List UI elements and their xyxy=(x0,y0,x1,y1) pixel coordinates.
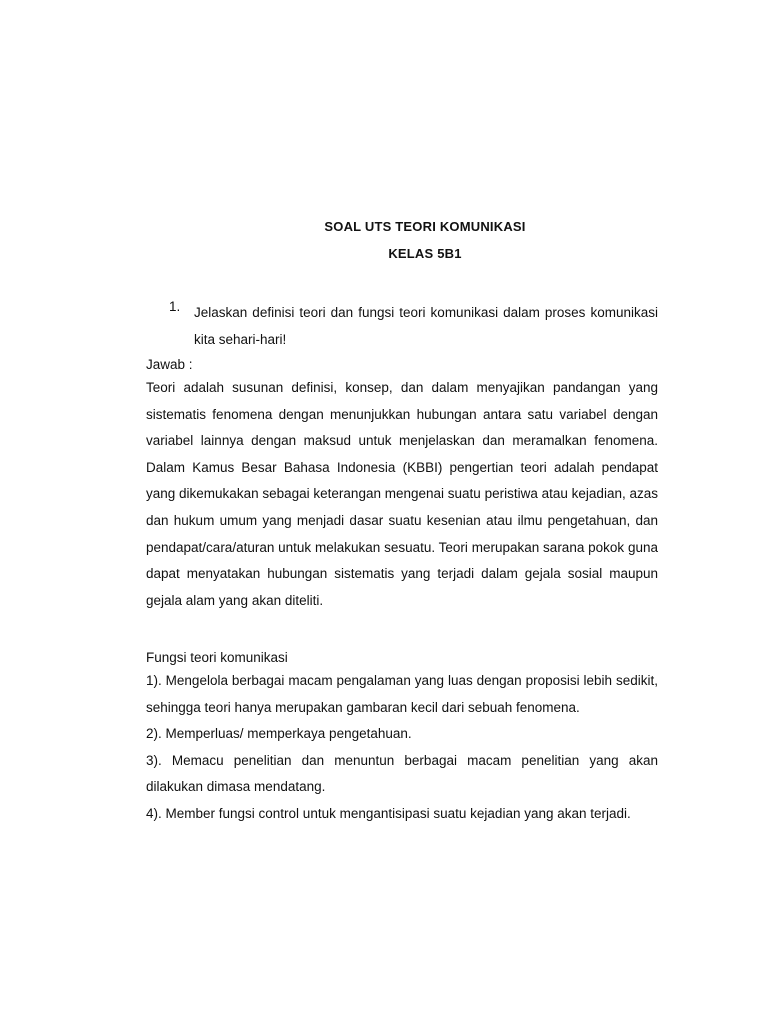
list-item: 1). Mengelola berbagai macam pengalaman yang luas dengan proposisi lebih sedikit, sehingga teori hanya merupakan gambaran kecil dari sebuah fenomena. xyxy=(146,673,658,715)
question-number: 1. xyxy=(169,299,181,314)
list-item: 2). Memperluas/ memperkaya pengetahuan. xyxy=(146,726,412,742)
answer-label: Jawab : xyxy=(146,357,193,372)
class-label: KELAS 5B1 xyxy=(388,246,462,261)
list-item: 4). Member fungsi control untuk mengantisipasi suatu kejadian yang akan terjadi. xyxy=(146,805,631,821)
document-title: SOAL UTS TEORI KOMUNIKASI xyxy=(324,219,526,234)
functions-heading: Fungsi teori komunikasi xyxy=(146,650,288,665)
functions-list xyxy=(146,668,658,828)
question-text: Jelaskan definisi teori dan fungsi teori komunikasi dalam proses komunikasi kita sehari-hari! xyxy=(194,305,658,347)
answer-paragraph: Teori adalah susunan definisi, konsep, dan dalam menyajikan pandangan yang sistematis fenomena dengan menunjukkan hubungan antara satu variabel dengan variabel lainnya dengan maksud untuk menjelaskan dan meramalkan fenomena. Dalam Kamus Besar Bahasa Indonesia (KBBI) pengertian teori adalah pendapat yang dikemukakan sebagai keterangan mengenai suatu peristiwa atau kejadian, azas dan hukum umum yang menjadi dasar suatu kesenian atau ilmu pengetahuan, dan pendapat/cara/aturan untuk melakukan sesuatu. Teori merupakan sarana pokok guna dapat menyatakan hubungan sistematis yang terjadi dalam gejala sosial maupun gejala alam yang akan diteliti. xyxy=(146,380,658,608)
list-item: 3). Memacu penelitian dan menuntun berbagai macam penelitian yang akan dilakukan dimasa mendatang. xyxy=(146,752,658,795)
